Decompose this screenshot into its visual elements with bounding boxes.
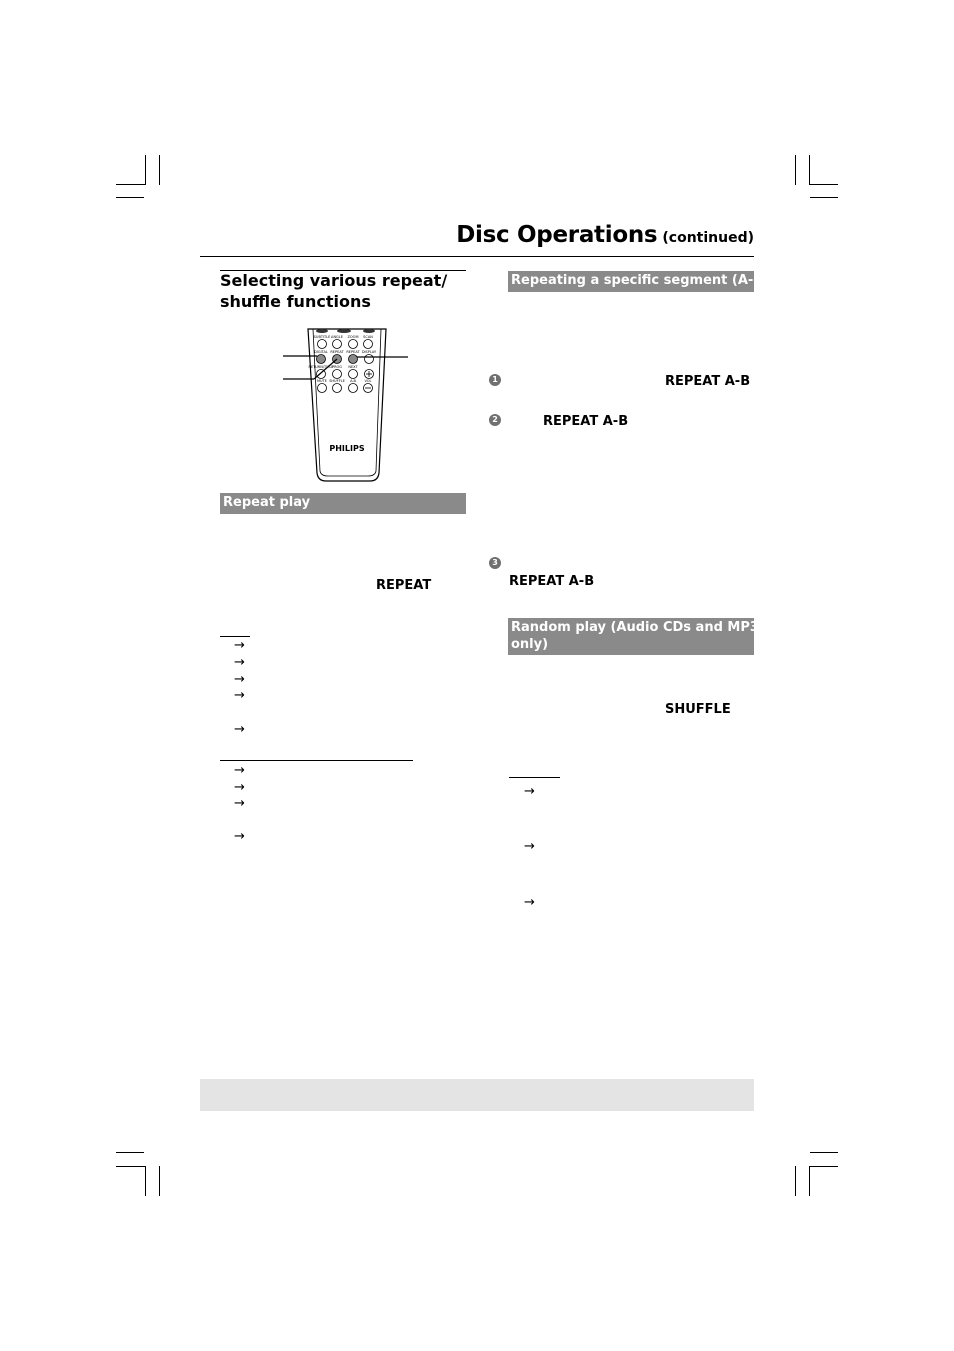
arrow-icon: → xyxy=(524,784,535,799)
remote-button xyxy=(365,355,374,364)
remote-button-label: REPEAT xyxy=(330,350,344,354)
remote-button-label: ANGLE xyxy=(331,335,343,339)
remote-button xyxy=(318,340,327,349)
header-rule xyxy=(200,256,754,257)
remote-button xyxy=(349,355,358,364)
remote-button-label: MUTE xyxy=(317,379,327,383)
remote-button xyxy=(333,384,342,393)
remote-button xyxy=(318,384,327,393)
crop-mark xyxy=(795,1166,796,1196)
page-header xyxy=(456,222,754,248)
divider xyxy=(509,777,560,778)
crop-mark xyxy=(159,155,160,185)
crop-mark xyxy=(116,1152,144,1153)
remote-button-label: VOL xyxy=(364,379,372,383)
arrow-icon: → xyxy=(234,780,245,795)
arrow-icon: → xyxy=(234,796,245,811)
section-title xyxy=(220,270,466,312)
repeat-button-label: REPEAT xyxy=(376,578,432,593)
arrow-icon: → xyxy=(234,722,245,737)
arrow-icon: → xyxy=(234,655,245,670)
remote-button xyxy=(349,384,358,393)
remote-button-label: NEXT xyxy=(348,365,358,369)
random-play-heading xyxy=(508,618,759,655)
remote-button-label: DISPLAY xyxy=(361,350,377,354)
crop-mark xyxy=(116,1166,146,1167)
repeat-ab-label: REPEAT A-B xyxy=(665,374,751,389)
arrow-icon: → xyxy=(524,895,535,910)
section-title-line: Selecting various repeat/ xyxy=(220,271,448,290)
step-number-icon: 1 xyxy=(489,374,501,386)
arrow-icon: → xyxy=(234,829,245,844)
crop-mark xyxy=(810,1152,838,1153)
crop-mark xyxy=(810,197,838,198)
remote-button-label: REPEAT xyxy=(346,350,360,354)
crop-mark xyxy=(159,1166,160,1196)
remote-button-label: SUBTITLE xyxy=(313,335,331,339)
crop-mark xyxy=(809,155,810,185)
random-heading-line: Random play (Audio CDs and MP3 xyxy=(511,620,759,635)
remote-button xyxy=(317,355,326,364)
arrow-icon: → xyxy=(234,688,245,703)
remote-control-illustration xyxy=(280,325,412,485)
remote-button-label: ZOOM xyxy=(347,335,359,339)
footer-band xyxy=(200,1079,754,1111)
repeat-ab-label: REPEAT A-B xyxy=(509,574,595,589)
remote-button xyxy=(349,340,358,349)
crop-mark xyxy=(145,155,146,185)
step-number-icon: 2 xyxy=(489,414,501,426)
arrow-icon: → xyxy=(234,638,245,653)
crop-mark xyxy=(809,184,838,185)
remote-button xyxy=(349,370,358,379)
shuffle-button-label: SHUFFLE xyxy=(665,702,731,717)
random-heading-line: only) xyxy=(511,637,549,652)
crop-mark xyxy=(809,1166,838,1167)
crop-mark xyxy=(795,155,796,185)
remote-button xyxy=(333,340,342,349)
arrow-icon: → xyxy=(234,763,245,778)
step-number-icon: 3 xyxy=(489,557,501,569)
remote-button-label: SCAN xyxy=(363,335,373,339)
divider xyxy=(220,760,413,761)
crop-mark xyxy=(145,1166,146,1196)
divider xyxy=(220,636,250,637)
arrow-icon: → xyxy=(524,839,535,854)
page-subtitle: (continued) xyxy=(662,230,754,246)
remote-button xyxy=(333,370,342,379)
crop-mark xyxy=(809,1166,810,1196)
arrow-icon: → xyxy=(234,672,245,687)
repeat-ab-label: REPEAT A-B xyxy=(543,414,629,429)
remote-button-label: PROG xyxy=(331,365,343,369)
section-title-line: shuffle functions xyxy=(220,292,371,311)
crop-mark xyxy=(116,184,146,185)
remote-button-label: A-B xyxy=(350,379,356,383)
page-title: Disc Operations xyxy=(456,222,658,248)
remote-button-label: SHUFFLE xyxy=(329,379,345,383)
remote-button-label: DIGITAL xyxy=(314,350,328,354)
ab-repeat-heading: Repeating a specific segment (A-B) xyxy=(508,271,754,292)
remote-button-label: RETURN/TITLE xyxy=(308,365,334,369)
remote-brand-logo: PHILIPS xyxy=(329,444,365,453)
repeat-play-heading: Repeat play xyxy=(220,493,466,514)
crop-mark xyxy=(116,197,144,198)
remote-button xyxy=(364,340,373,349)
